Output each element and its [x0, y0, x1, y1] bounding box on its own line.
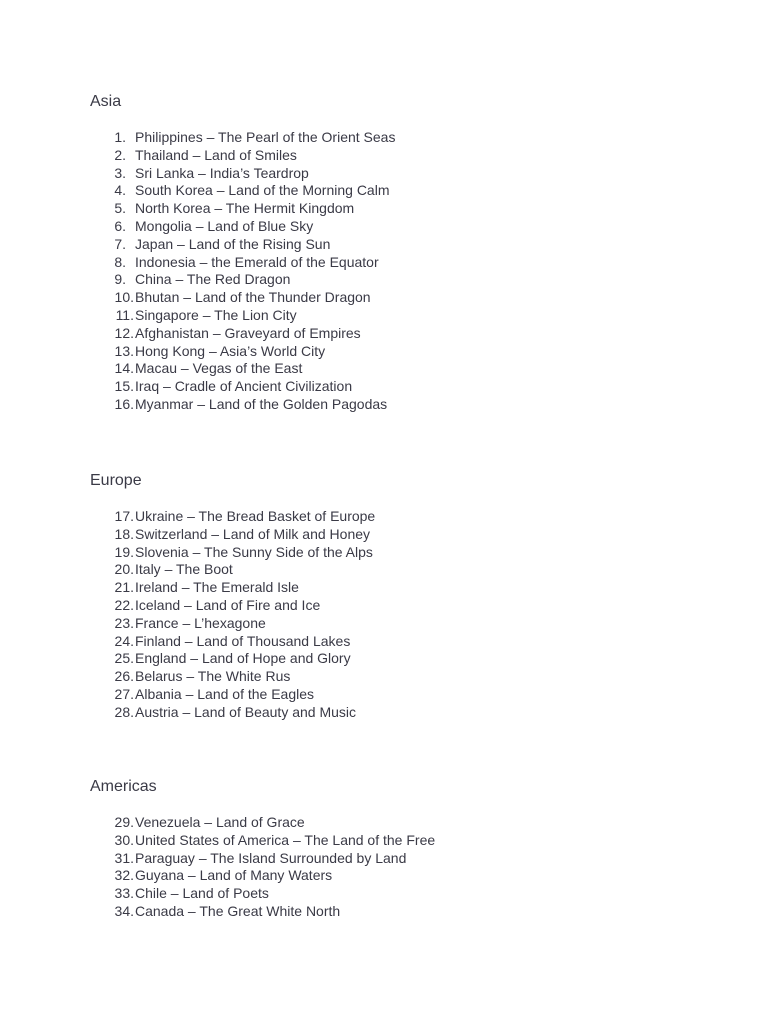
item-text: Ireland – The Emerald Isle — [135, 579, 299, 596]
item-number: 20. — [114, 561, 134, 578]
item-number: 2. — [114, 146, 126, 163]
item-text: Ukraine – The Bread Basket of Europe — [135, 508, 376, 524]
item-text: Afghanistan – Graveyard of Empires — [135, 324, 361, 341]
item-number: 27. — [114, 685, 134, 702]
item-text: Bhutan – Land of the Thunder Dragon — [135, 289, 371, 306]
item-number: 13. — [114, 342, 134, 359]
item-text: Sri Lanka – India’s Teardrop — [135, 164, 309, 181]
item-text: Macau – Vegas of the East — [135, 360, 303, 377]
item-text: Chile – Land of Poets — [135, 885, 269, 902]
item-number: 9. — [114, 271, 126, 288]
item-text: China – The Red Dragon — [135, 271, 291, 288]
item-number: 26. — [114, 668, 134, 685]
item-text: Hong Kong – Asia’s World City — [135, 342, 326, 359]
item-number: 5. — [114, 200, 126, 217]
item-text: Belarus – The White Rus — [135, 668, 291, 685]
item-text: Iceland – Land of Fire and Ice — [135, 596, 321, 613]
item-number: 14. — [114, 360, 134, 377]
item-text: Guyana – Land of Many Waters — [135, 867, 333, 884]
item-text: South Korea – Land of the Morning Calm — [135, 182, 390, 199]
item-text: England – Land of Hope and Glory — [135, 650, 351, 667]
item-text: Thailand – Land of Smiles — [135, 146, 297, 163]
section-heading: Americas — [90, 778, 157, 795]
item-number: 34. — [114, 902, 134, 919]
item-number: 11. — [115, 306, 134, 323]
item-number: 31. — [114, 849, 134, 866]
item-text: Iraq – Cradle of Ancient Civilization — [135, 378, 353, 395]
item-number: 28. — [114, 703, 134, 720]
item-text: Mongolia – Land of Blue Sky — [135, 217, 314, 234]
item-number: 1. — [114, 129, 126, 145]
item-number: 21. — [114, 579, 134, 596]
item-number: 19. — [114, 543, 134, 560]
item-number: 17. — [114, 508, 134, 524]
item-number: 4. — [114, 182, 126, 199]
item-number: 32. — [114, 867, 134, 884]
item-number: 7. — [114, 235, 126, 252]
item-number: 12. — [114, 324, 134, 341]
item-text: North Korea – The Hermit Kingdom — [135, 200, 355, 217]
item-text: Singapore – The Lion City — [135, 306, 297, 323]
item-text: Canada – The Great White North — [135, 902, 341, 919]
item-number: 18. — [114, 525, 134, 542]
item-text: Albania – Land of the Eagles — [135, 685, 315, 702]
section-heading: Asia — [90, 93, 122, 110]
section-heading: Europe — [90, 472, 142, 489]
item-text: Philippines – The Pearl of the Orient Seas — [135, 129, 396, 145]
item-number: 16. — [114, 395, 134, 412]
item-text: Austria – Land of Beauty and Music — [135, 703, 357, 720]
item-number: 30. — [114, 831, 134, 848]
item-text: Venezuela – Land of Grace — [135, 814, 305, 830]
item-number: 29. — [114, 814, 134, 830]
item-text: United States of America – The Land of the Free — [135, 831, 436, 848]
item-text: Myanmar – Land of the Golden Pagodas — [135, 395, 388, 412]
item-text: Paraguay – The Island Surrounded by Land — [135, 849, 407, 866]
item-text: France – L’hexagone — [135, 614, 266, 631]
item-text: Indonesia – the Emerald of the Equator — [135, 253, 379, 270]
item-text: Slovenia – The Sunny Side of the Alps — [135, 543, 373, 560]
item-number: 15. — [114, 378, 134, 395]
item-number: 23. — [114, 614, 134, 631]
item-text: Switzerland – Land of Milk and Honey — [135, 525, 371, 542]
item-text: Japan – Land of the Rising Sun — [135, 235, 331, 252]
item-text: Italy – The Boot — [135, 561, 233, 578]
item-text: Finland – Land of Thousand Lakes — [135, 632, 351, 649]
item-number: 10. — [114, 289, 134, 306]
item-number: 22. — [114, 596, 134, 613]
item-number: 6. — [114, 217, 126, 234]
item-number: 25. — [114, 650, 134, 667]
item-number: 33. — [114, 885, 134, 902]
item-number: 3. — [114, 164, 126, 181]
item-number: 8. — [114, 253, 126, 270]
item-number: 24. — [114, 632, 134, 649]
